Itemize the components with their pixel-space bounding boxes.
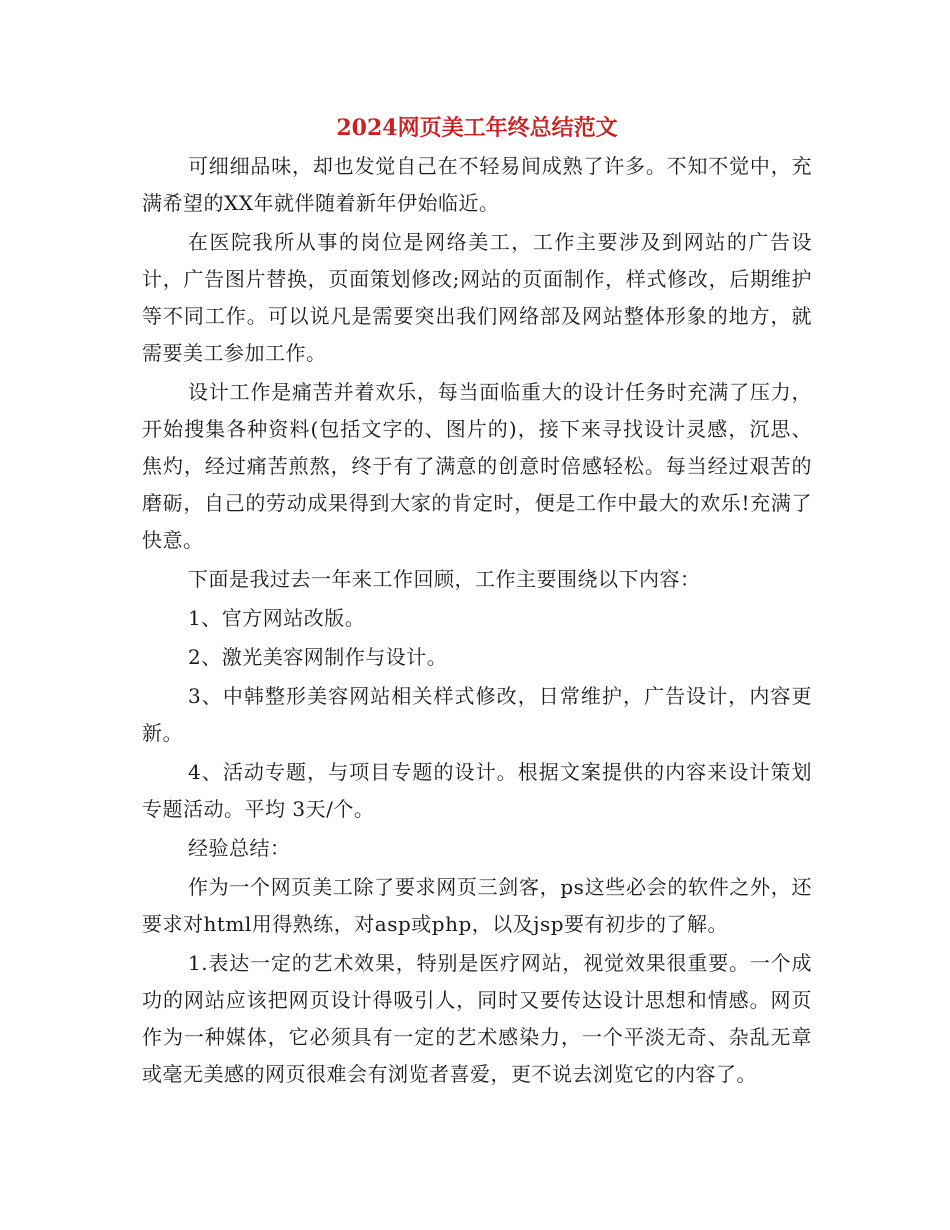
paragraph: 作为一个网页美工除了要求网页三剑客，ps这些必会的软件之外，还要求对html用得熟练，对asp或php，以及jsp要有初步的了解。	[142, 875, 812, 936]
paragraph: 设计工作是痛苦并着欢乐，每当面临重大的设计任务时充满了压力，开始搜集各种资料(包括文字的、图片的)，接下来寻找设计灵感，沉思、焦灼，经过痛苦煎熬，终于有了满意的创意时倍感轻松。每当经过艰苦的磨砺，自己的劳动成果得到大家的肯定时，便是工作中最大的欢乐!充满了快意。	[142, 380, 812, 552]
list-item: 1、官方网站改版。	[188, 606, 366, 630]
section-heading: 经验总结：	[188, 836, 291, 860]
paragraph: 可细细品味，却也发觉自己在不轻易间成熟了许多。不知不觉中，充满希望的XX年就伴随着新年伊始临近。	[142, 154, 812, 215]
paragraph: 1.表达一定的艺术效果，特别是医疗网站，视觉效果很重要。一个成功的网站应该把网页设计得吸引人，同时又要传达设计思想和情感。网页作为一种媒体，它必须具有一定的艺术感染力，一个平淡无奇、杂乱无章或毫无美感的网页很难会有浏览者喜爱，更不说去浏览它的内容了。	[142, 951, 812, 1086]
document-title: 2024网页美工年终总结范文	[336, 115, 618, 141]
list-item: 2、激光美容网制作与设计。	[188, 645, 448, 669]
paragraph: 在医院我所从事的岗位是网络美工，工作主要涉及到网站的广告设计，广告图片替换，页面策划修改;网站的页面制作，样式修改，后期维护等不同工作。可以说凡是需要突出我们网络部及网站整体形象的地方，就需要美工参加工作。	[142, 230, 812, 365]
document-page	[142, 110, 812, 1095]
list-item: 3、中韩整形美容网站相关样式修改，日常维护，广告设计，内容更新。	[142, 684, 812, 745]
list-item: 4、活动专题，与项目专题的设计。根据文案提供的内容来设计策划专题活动。平均 3天/个。	[142, 760, 812, 821]
paragraph: 下面是我过去一年来工作回顾，工作主要围绕以下内容：	[188, 567, 701, 591]
